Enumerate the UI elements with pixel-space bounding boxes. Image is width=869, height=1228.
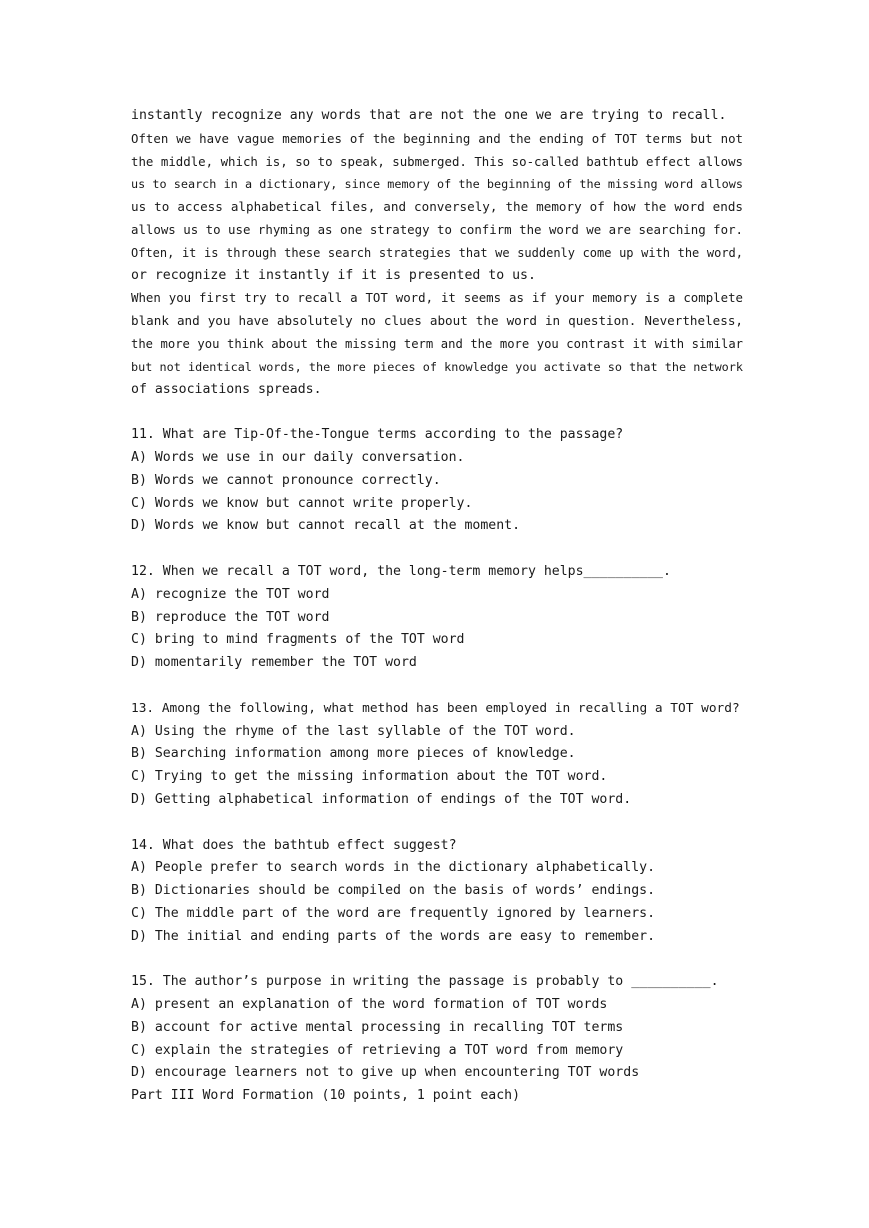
passage-line: allows us to use rhyming as one strategy to confirm the word we are searching for.	[131, 221, 743, 237]
answer-option: A) Words we use in our daily conversation.	[131, 449, 465, 465]
answer-option: B) Dictionaries should be compiled on the basis of words’ endings.	[131, 883, 656, 899]
answer-option: D) The initial and ending parts of the words are easy to remember.	[131, 928, 656, 944]
question-stem: 14. What does the bathtub effect suggest?	[131, 837, 457, 853]
answer-option: C) The middle part of the word are frequently ignored by learners.	[131, 905, 656, 921]
question-stem: 12. When we recall a TOT word, the long-term memory helps__________.	[131, 563, 671, 579]
document-page	[131, 105, 743, 1108]
passage-line: or recognize it instantly if it is presented to us.	[131, 267, 536, 283]
answer-option: A) Using the rhyme of the last syllable of the TOT word.	[131, 723, 576, 739]
passage-line: of associations spreads.	[131, 381, 322, 397]
passage-line: us to search in a dictionary, since memory of the beginning of the missing word allows	[131, 177, 743, 192]
question-13	[131, 698, 743, 812]
question-stem: 11. What are Tip-Of-the-Tongue terms according to the passage?	[131, 427, 624, 443]
answer-option: D) encourage learners not to give up when encountering TOT words	[131, 1065, 640, 1081]
answer-option: A) People prefer to search words in the dictionary alphabetically.	[131, 860, 656, 876]
answer-option: D) Getting alphabetical information of endings of the TOT word.	[131, 791, 632, 807]
question-15	[131, 971, 743, 1085]
answer-option: B) account for active mental processing in recalling TOT terms	[131, 1019, 624, 1035]
question-14	[131, 835, 743, 949]
answer-option: A) recognize the TOT word	[131, 586, 330, 602]
question-stem: 15. The author’s purpose in writing the passage is probably to __________.	[131, 974, 719, 990]
passage-line: us to access alphabetical files, and conversely, the memory of how the word ends	[131, 199, 743, 215]
question-12	[131, 561, 743, 675]
answer-option: C) explain the strategies of retrieving a TOT word from memory	[131, 1042, 624, 1058]
passage-line: but not identical words, the more pieces of knowledge you activate so that the network	[131, 359, 743, 374]
answer-option: B) Words we cannot pronounce correctly.	[131, 472, 441, 488]
answer-option: B) reproduce the TOT word	[131, 609, 330, 625]
answer-option: C) bring to mind fragments of the TOT word	[131, 632, 465, 648]
passage-line: the middle, which is, so to speak, submerged. This so-called bathtub effect allows	[131, 153, 743, 169]
answer-option: C) Trying to get the missing information about the TOT word.	[131, 769, 608, 785]
passage-line: Often, it is through these search strategies that we suddenly come up with the word,	[131, 245, 743, 260]
passage-line: blank and you have absolutely no clues about the word in question. Nevertheless,	[131, 313, 743, 329]
passage-line: When you first try to recall a TOT word, it seems as if your memory is a complete	[131, 290, 743, 306]
section-heading: Part III Word Formation (10 points, 1 point each)	[131, 1088, 521, 1104]
question-11	[131, 424, 743, 538]
passage-line: the more you think about the missing term and the more you contrast it with similar	[131, 336, 743, 351]
reading-passage	[131, 105, 743, 401]
passage-line: Often we have vague memories of the beginning and the ending of TOT terms but not	[131, 130, 743, 146]
question-stem: 13. Among the following, what method has been employed in recalling a TOT word?	[131, 700, 740, 716]
answer-option: B) Searching information among more pieces of knowledge.	[131, 746, 576, 762]
answer-option: D) Words we know but cannot recall at the moment.	[131, 518, 521, 534]
passage-line: instantly recognize any words that are not the one we are trying to recall.	[131, 108, 727, 123]
answer-option: D) momentarily remember the TOT word	[131, 655, 417, 671]
answer-option: C) Words we know but cannot write properly.	[131, 495, 473, 511]
answer-option: A) present an explanation of the word formation of TOT words	[131, 997, 608, 1013]
